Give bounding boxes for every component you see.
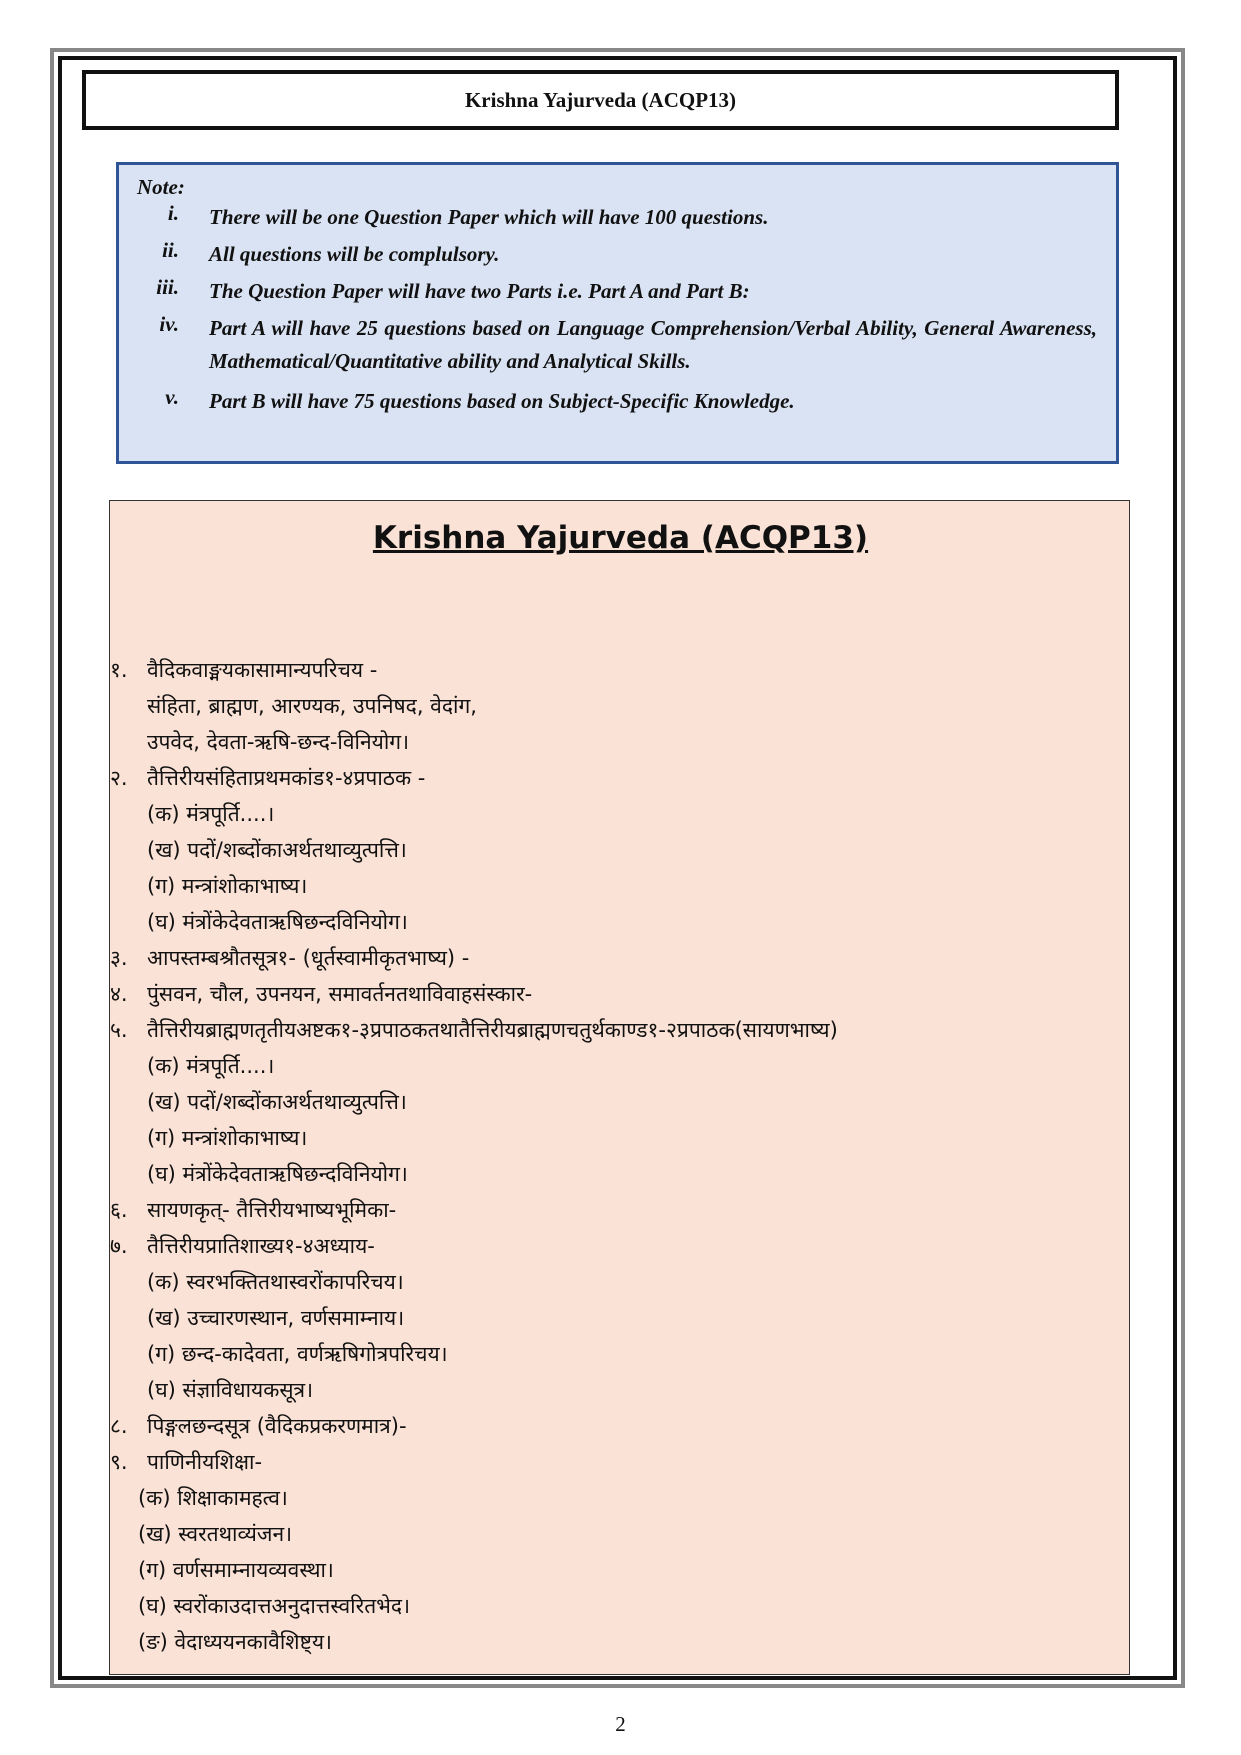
syllabus-subitem-text: (ख) पदों/शब्दोंकाअर्थतथाव्युत्पत्ति। xyxy=(147,1090,407,1114)
syllabus-item-text: आपस्तम्बश्रौतसूत्र१- (धूर्तस्वामीकृतभाष्य) - xyxy=(147,946,470,970)
note-item-number: iv. xyxy=(159,312,179,336)
syllabus-item-number: ९. xyxy=(110,1450,128,1474)
syllabus-subitem-text: (क) मंत्रपूर्ति....। xyxy=(147,802,275,826)
syllabus-title: Krishna Yajurveda (ACQP13) xyxy=(372,520,869,556)
syllabus-subitem-text: संहिता, ब्राह्मण, आरण्यक, उपनिषद, वेदांग, xyxy=(147,694,477,718)
syllabus-item-text: वैदिकवाङ्मयकासामान्यपरिचय - xyxy=(147,658,378,682)
syllabus-item-number: ४. xyxy=(110,982,128,1006)
syllabus-subitem-text: (क) मंत्रपूर्ति....। xyxy=(147,1054,275,1078)
syllabus-subitem-text: (ङ) वेदाध्ययनकावैशिष्ट्य। xyxy=(138,1630,332,1654)
syllabus-subitem-text: (ग) छन्द-कादेवता, वर्णऋषिगोत्रपरिचय। xyxy=(147,1342,448,1366)
note-item-number: ii. xyxy=(162,238,179,262)
note-item-number: i. xyxy=(167,201,179,225)
syllabus-subitem-text: उपवेद, देवता-ऋषि-छन्द-विनियोग। xyxy=(147,730,410,754)
syllabus-item-number: ७. xyxy=(110,1234,128,1258)
note-item-text: There will be one Question Paper which will have 100 questions. xyxy=(209,205,769,229)
syllabus-item-text: तैत्तिरीयप्रातिशाख्य१-४अध्याय- xyxy=(147,1234,375,1258)
syllabus-item-number: ३. xyxy=(110,946,128,970)
syllabus-subitem-text: (ग) वर्णसमाम्नायव्यवस्था। xyxy=(138,1558,334,1582)
syllabus-subitem-text: (क) शिक्षाकामहत्व। xyxy=(138,1486,288,1510)
syllabus-subitem-text: (ख) पदों/शब्दोंकाअर्थतथाव्युत्पत्ति। xyxy=(147,838,407,862)
syllabus-item-text: सायणकृत्- तैत्तिरीयभाष्यभूमिका- xyxy=(147,1198,397,1222)
syllabus-subitem-text: (घ) मंत्रोंकेदेवताऋषिछन्दविनियोग। xyxy=(147,1162,408,1186)
header-title: Krishna Yajurveda (ACQP13) xyxy=(464,87,737,112)
note-item-text: All questions will be complulsory. xyxy=(209,242,500,266)
syllabus-item-number: १. xyxy=(110,658,128,682)
syllabus-item-text: तैत्तिरीयब्राह्मणतृतीयअष्टक१-३प्रपाठकतथातैत्तिरीयब्राह्मणचतुर्थकाण्ड१-२प्रपाठक(सायणभाष्य) xyxy=(147,1018,838,1042)
note-item-text: The Question Paper will have two Parts i.e. Part A and Part B: xyxy=(209,279,750,303)
syllabus-item-text: तैत्तिरीयसंहिताप्रथमकांड१-४प्रपाठक - xyxy=(147,766,426,790)
note-item-text: Part B will have 75 questions based on Subject-Specific Knowledge. xyxy=(209,389,795,413)
syllabus-subitem-text: (क) स्वरभक्तितथास्वरोंकापरिचय। xyxy=(147,1270,404,1294)
syllabus-subitem-text: (ग) मन्त्रांशोकाभाष्य। xyxy=(147,874,308,898)
note-heading: Note: xyxy=(137,175,185,199)
syllabus-subitem-text: (ग) मन्त्रांशोकाभाष्य। xyxy=(147,1126,308,1150)
syllabus-item-number: ५. xyxy=(110,1018,128,1042)
note-box xyxy=(116,162,1119,464)
syllabus-item-text: पाणिनीयशिक्षा- xyxy=(147,1450,263,1474)
note-item-number: v. xyxy=(165,385,179,409)
syllabus-subitem-text: (ख) उच्चारणस्थान, वर्णसमाम्नाय। xyxy=(147,1306,405,1330)
syllabus-item-number: ६. xyxy=(110,1198,128,1222)
syllabus-item-number: २. xyxy=(110,766,128,790)
syllabus-subitem-text: (घ) मंत्रोंकेदेवताऋषिछन्दविनियोग। xyxy=(147,910,408,934)
syllabus-subitem-text: (घ) संज्ञाविधायकसूत्र। xyxy=(147,1378,314,1402)
note-item-text: Part A will have 25 questions based on Language Comprehension/Verbal Ability, General Awareness, Mathematical/Quantitative ability and Analytical Skills. xyxy=(209,316,1097,373)
syllabus-item-number: ८. xyxy=(110,1414,128,1438)
header-title-box xyxy=(82,70,1119,130)
syllabus-subitem-text: (ख) स्वरतथाव्यंजन। xyxy=(138,1522,293,1546)
note-item-number: iii. xyxy=(156,275,179,299)
syllabus-subitem-text: (घ) स्वरोंकाउदात्तअनुदात्तस्वरितभेद। xyxy=(138,1594,411,1618)
syllabus-item-text: पुंसवन, चौल, उपनयन, समावर्तनतथाविवाहसंस्कार- xyxy=(147,982,533,1006)
page-number: 2 xyxy=(615,1712,626,1736)
syllabus-item-text: पिङ्गलछन्दसूत्र (वैदिकप्रकरणमात्र)- xyxy=(147,1414,407,1438)
